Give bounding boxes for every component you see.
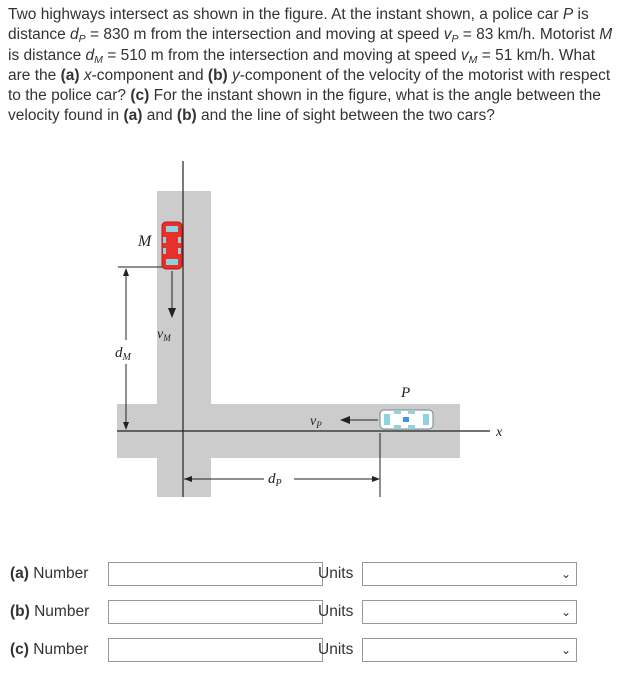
units-select-a[interactable] <box>362 562 577 586</box>
number-input-b[interactable] <box>108 600 323 624</box>
chevron-down-icon: ⌄ <box>560 605 571 619</box>
units-select-c[interactable] <box>362 638 577 662</box>
answer-row-b <box>10 600 610 626</box>
chevron-down-icon: ⌄ <box>560 567 571 581</box>
problem-statement: Two highways intersect as shown in the figure. At the instant shown, a police car P is distance $d_P = 830$ m from the intersection and moving at speed $v_P = 83$ km/h. Motorist M is distance $d_M = 510$ m from the intersection and moving at speed $v_M = 51$ km/h. What are the (a) x-component and (b) y-component of the velocity of the motorist with respect to the police car? (c) For the instant shown in the figure, what is the angle between the velocity found in (a) and (b) and the line of sight between the two cars? <box>8 6 613 125</box>
answer-label-a: (a) Number <box>10 565 89 582</box>
answer-label-b: (b) Number <box>10 603 90 620</box>
units-select-b[interactable] <box>362 600 577 624</box>
units-label-c: Units <box>318 641 354 658</box>
motorist-car <box>162 222 182 269</box>
units-label-b: Units <box>318 603 354 620</box>
answer-label-c: (c) Number <box>10 641 89 658</box>
dM-label: $d_M$ <box>115 345 131 363</box>
police-car <box>380 410 433 429</box>
police-label: P <box>401 385 411 401</box>
answer-row-c <box>10 638 610 664</box>
units-label-a: Units <box>318 565 354 582</box>
vM-label: $v_M$ <box>157 327 171 343</box>
dP-label: $d_P$ <box>268 471 282 489</box>
highway-figure <box>0 155 620 505</box>
number-input-a[interactable] <box>108 562 323 586</box>
number-input-c[interactable] <box>108 638 323 662</box>
x-axis-label: x <box>496 425 503 440</box>
vP-label: $v_P$ <box>310 414 322 430</box>
chevron-down-icon: ⌄ <box>560 643 571 657</box>
answer-row-a <box>10 562 610 588</box>
motorist-label: M <box>138 233 152 250</box>
